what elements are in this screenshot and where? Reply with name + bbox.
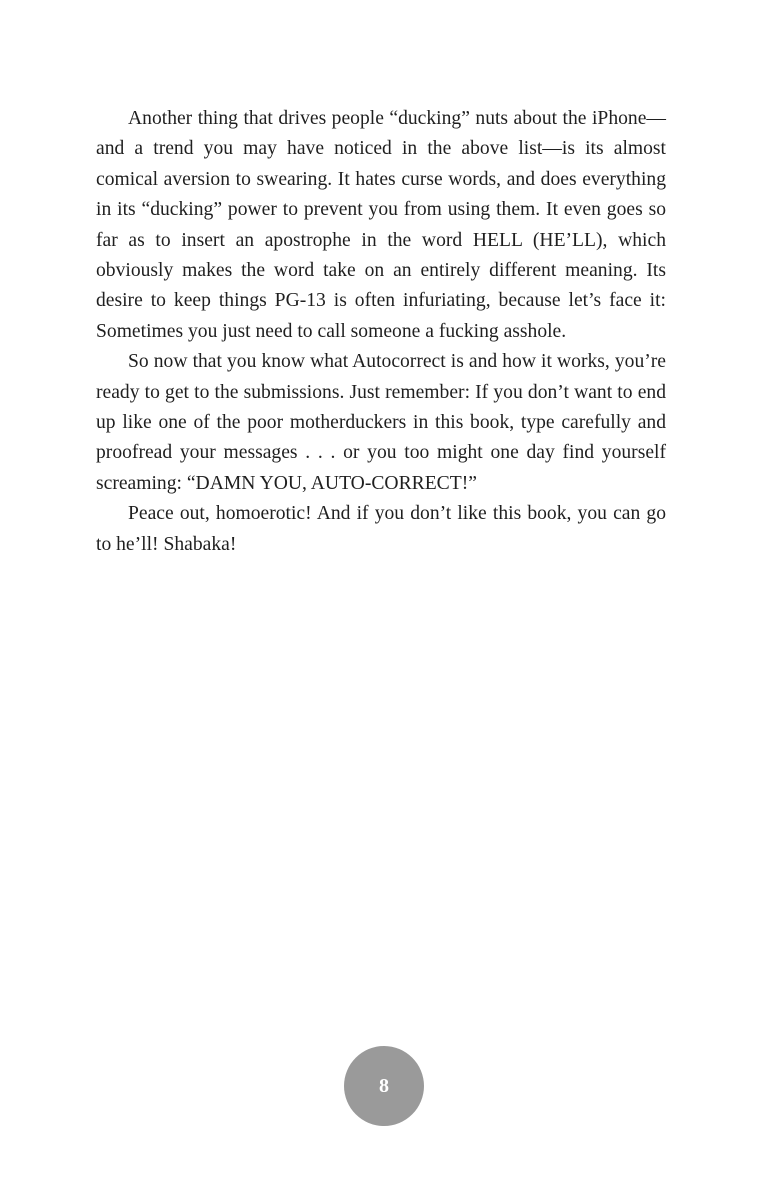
page-number: 8 [379,1074,389,1097]
body-text [96,104,666,560]
paragraph-submissions: So now that you know what Autocorrect is and how it works, you’re ready to get to the submissions. Just remember: If you don’t want to end up like one of the poor motherduckers in this book, type carefully and proofread your messages . . . or you too might one day find yourself screaming: “DAMN YOU, AUTO-CORRECT!” [96,351,666,494]
paragraph-swearing: Another thing that drives people “ducking” nuts about the iPhone—and a trend you may have noticed in the above list—is its almost comical aversion to swearing. It hates curse words, and does everything in its “ducking” power to prevent you from using them. It even goes so far as to insert an apostrophe in the word HELL (HE’LL), which obviously makes the word take on an entirely different meaning. Its desire to keep things PG-13 is often infuriating, because let’s face it: Sometimes you just need to call someone a fucking asshole. [96,108,666,342]
page-number-badge [344,1046,424,1126]
paragraph-closing: Peace out, homoerotic! And if you don’t like this book, you can go to he’ll! Shabaka! [96,503,666,555]
